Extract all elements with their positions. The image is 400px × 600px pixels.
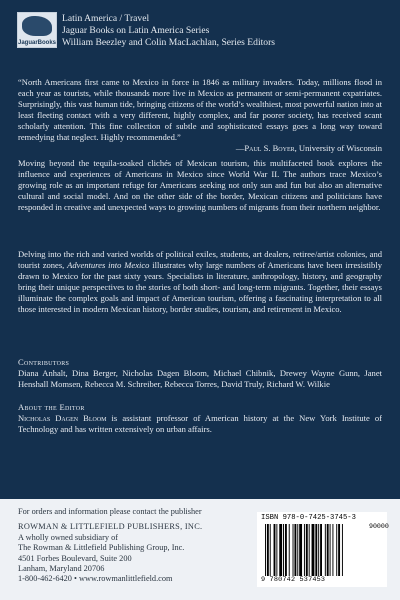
logo-text: JaguarBooks	[18, 40, 57, 46]
quote-author: —Paul S. Boyer	[235, 143, 295, 153]
barcode-digits: 9 780742 537453	[261, 576, 326, 584]
orders-line: For orders and information please contact the publisher	[18, 507, 202, 516]
barcode-icon	[263, 524, 367, 576]
jaguar-icon	[22, 16, 52, 36]
contributors-heading: Contributors	[18, 357, 70, 367]
book-title: Adventures into Mexico	[67, 260, 150, 270]
description-text-before: Delving into the rich and varied worlds of political exiles, students, art dealers, retiree/artist colonies, and tourist zones,	[18, 249, 382, 270]
isbn-barcode-box	[257, 512, 387, 587]
description-paragraph	[18, 158, 382, 213]
contributors-section	[18, 357, 382, 390]
series-name: Jaguar Books on Latin America Series	[62, 25, 210, 36]
contributors-list: Diana Anhalt, Dina Berger, Nicholas Dagen Bloom, Michael Chibnik, Drewey Wayne Gunn, Janet Henshall Momsen, Rebecca M. Schreiber, Rebecca Torres, David Truly, Richard W. Wilkie	[18, 368, 382, 389]
editor-name: Nicholas Dagen Bloom	[18, 413, 107, 423]
description-paragraph-2	[18, 249, 382, 315]
quote-text: “North Americans first came to Mexico in force in 1846 as military invaders. Today, millions flood in each year as tourists, while thousands more live in Mexico as permanent or semi-permanent expatriates. Surprisingly, this vast human tide, bringing citizens of the world’s wealthiest, most powerful nation into at least fleeting contact with a very different, highly complex, and far poorer society, has received scant scholarly attention. This fine collection of subtle and sophisticated essays goes a long way toward remedying that neglect. Highly recommended.”	[18, 77, 382, 142]
editor-heading: About the Editor	[18, 402, 85, 412]
publisher-info	[18, 507, 202, 585]
editor-section	[18, 402, 382, 435]
description-text-after: illustrates why large numbers of Americans have been irresistibly drawn to Mexico for the past sixty years. Specialists in literature, anthropology, history, and geography bring their unique perspectives to the stories of both short- and long-term migrants. Together, their essays illuminate the complex goals and impact of American tourism, offering a fascinating interpretation to all those interested in modern Mexican history, border studies, tourism, and retirement in Mexico.	[18, 260, 382, 314]
series-editors: William Beezley and Colin MacLachlan, Series Editors	[62, 37, 276, 48]
editor-bio: is assistant professor of American history at the New York Institute of Technology and has written extensively on urban affairs.	[18, 413, 382, 434]
contact-line: 1-800-462-6420 • www.rowmanlittlefield.com	[18, 574, 173, 584]
publisher-name: ROWMAN & LITTLEFIELD PUBLISHERS, INC.	[18, 522, 203, 532]
address-line-2: Lanham, Maryland 20706	[18, 564, 105, 574]
quote-affiliation: , University of Wisconsin	[294, 143, 382, 153]
parent-company: The Rowman & Littlefield Publishing Group, Inc.	[18, 543, 185, 553]
subsidiary-line: A wholly owned subsidiary of	[18, 532, 119, 542]
series-header	[0, 0, 400, 58]
subject-category: Latin America / Travel	[62, 13, 150, 24]
price-code: 90000	[369, 523, 389, 530]
isbn-label: ISBN 978-0-7425-3745-3	[261, 514, 356, 522]
address-line-1: 4501 Forbes Boulevard, Suite 200	[18, 553, 132, 563]
jaguar-books-logo	[17, 12, 57, 48]
series-info	[62, 13, 275, 49]
endorsement-quote	[18, 77, 382, 154]
description-text: Moving beyond the tequila-soaked clichés of Mexican tourism, this multifaceted book explores the influence and experiences of Americans in Mexico since World War II. The authors trace Mexico’s growing role as an important refuge for Americans seeking not only sun and fun but also an alternative cultural and social model. And on the other side of the border, Mexican citizens and politicians have responded in creative and unexpected ways to growing numbers of migrants from their northern neighbor.	[18, 158, 382, 212]
